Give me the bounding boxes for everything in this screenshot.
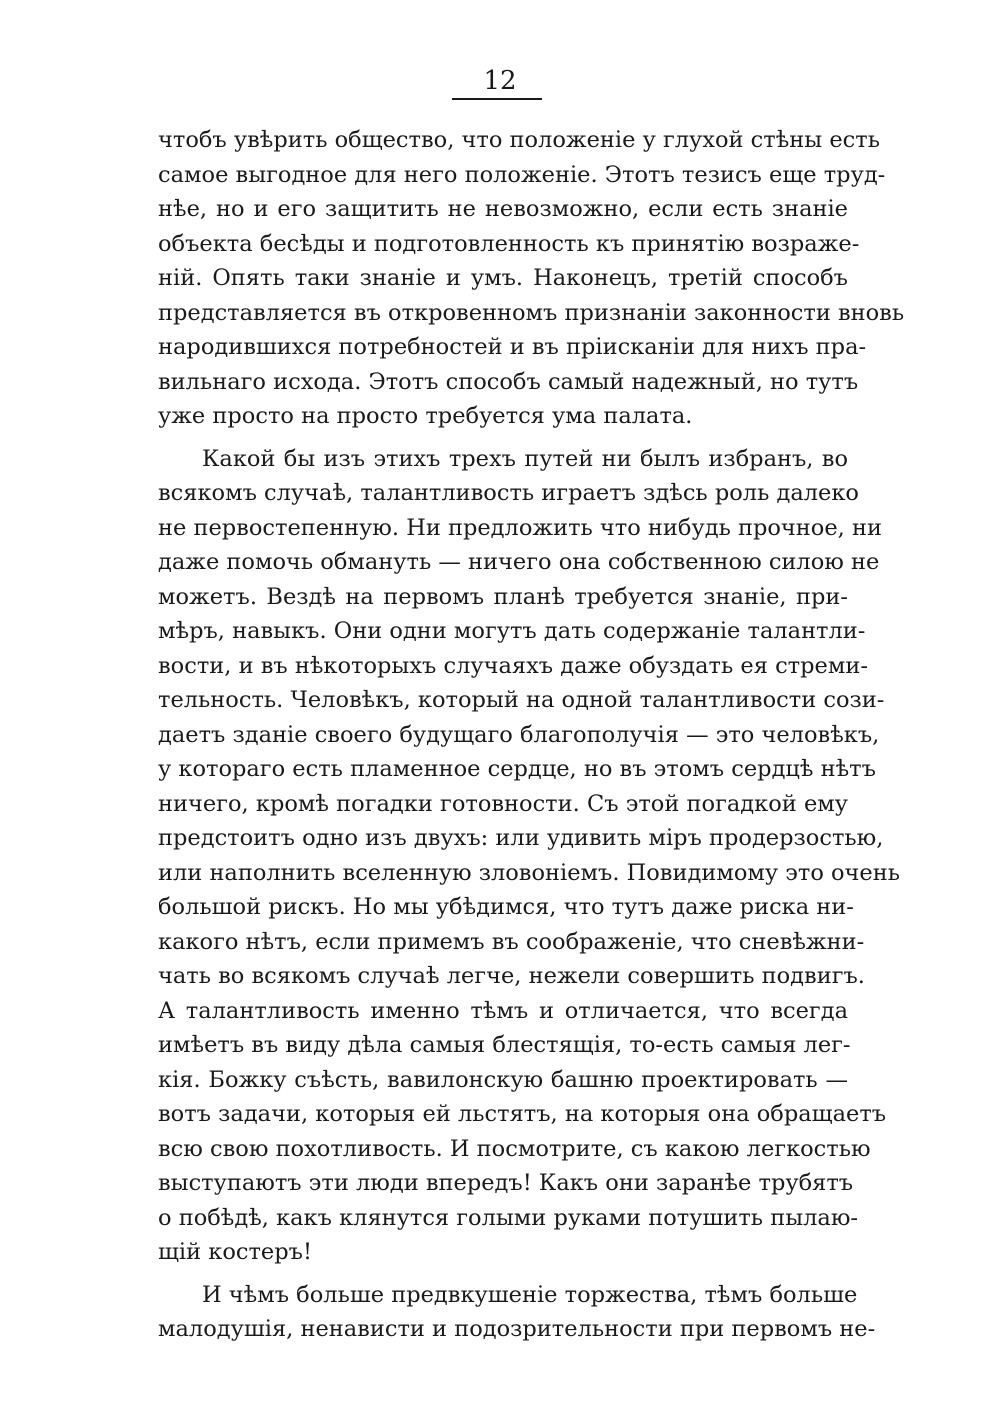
text-line: народившихся потребностей и въ прiисканіи для нихъ пра- — [158, 334, 867, 360]
text-line: вости, и въ нѣкоторыхъ случаяхъ даже обуздать ея стреми- — [158, 652, 868, 679]
text-line: даетъ зданіе своего будущаго благополучія — это человѣкъ, — [158, 721, 880, 748]
text-line: объекта бесѣды и подготовленность къ принятію возраже- — [158, 230, 860, 257]
text-line: уже просто на просто требуется ума палата. — [158, 403, 693, 429]
text-line: предстоитъ одно изъ двухъ: или удивить міръ продерзостью, — [158, 825, 884, 851]
text-line: вильнаго исхода. Этотъ способъ самый надежный, но тутъ — [158, 368, 859, 395]
text-line: не первостепенную. Ни предложить что нибудь прочное, ни — [158, 514, 882, 541]
text-line: даже помочь обмануть — ничего она собственною силою не — [158, 549, 880, 575]
text-line: выступаютъ эти люди впередъ! Какъ они заранѣе трубятъ — [158, 1170, 854, 1196]
paragraph — [158, 123, 905, 434]
text-line: всякомъ случаѣ, талантливость играетъ здѣсь роль далеко — [158, 480, 859, 506]
paragraph-gap — [158, 1270, 848, 1278]
text-line: кія. Божку съѣсть, вавилонскую башню проектировать — — [158, 1066, 848, 1093]
body-text — [158, 123, 905, 1347]
text-line: какого нѣтъ, если примемъ въ соображеніе, что сневѣжни- — [158, 928, 865, 955]
page-number: 12 — [483, 66, 517, 96]
text-line: самое выгодное для него положеніе. Этотъ тезисъ еще труд- — [158, 161, 886, 188]
text-line: вотъ задачи, которыя ей льстятъ, на которыя она обращаетъ — [158, 1101, 887, 1127]
text-line: нѣе, но и его защитить не невозможно, если есть знаніе — [158, 196, 848, 222]
header-rule — [452, 98, 542, 100]
text-line: о побѣдѣ, какъ клянутся голыми руками потушить пылаю- — [158, 1204, 859, 1231]
text-line: И чѣмъ больше предвкушеніе торжества, тѣмъ больше — [202, 1281, 858, 1308]
text-line: Какой бы изъ этихъ трехъ путей ни былъ избранъ, во — [202, 445, 848, 472]
text-line: щій костеръ! — [158, 1239, 312, 1265]
text-line: ничего, кромѣ погадки готовности. Съ этой погадкой ему — [158, 790, 848, 817]
text-line: чать во всякомъ случаѣ легче, нежели совершить подвигъ. — [158, 963, 865, 989]
paragraph-gap — [158, 434, 848, 442]
text-line: малодушія, ненависти и подозрительности при первомъ не- — [158, 1316, 876, 1342]
text-line: имѣетъ въ виду дѣла самыя блестящія, то-есть самыя лег- — [158, 1032, 851, 1058]
paragraph — [158, 1278, 876, 1347]
text-line: можетъ. Вездѣ на первомъ планѣ требуется знаніе, при- — [158, 583, 848, 610]
text-line: чтобъ увѣрить общество, что положеніе у глухой стѣны есть — [158, 127, 880, 153]
text-line: мѣръ, навыкъ. Они одни могутъ дать содержаніе талантли- — [158, 618, 866, 644]
text-line: или наполнить вселенную зловоніемъ. Повидимому это очень — [158, 859, 900, 886]
text-line: ній. Опять таки знаніе и умъ. Наконецъ, третій способъ — [158, 265, 848, 291]
paragraph — [158, 442, 900, 1270]
text-line: тельность. Человѣкъ, который на одной талантливости сози- — [158, 687, 885, 713]
text-line: представляется въ откровенномъ признаніи законности вновь — [158, 299, 905, 326]
text-line: у котораго есть пламенное сердце, но въ этомъ сердцѣ нѣтъ — [158, 756, 876, 782]
text-line: А талантливость именно тѣмъ и отличается, что всегда — [158, 997, 848, 1024]
text-line: всю свою похотливость. И посмотрите, съ какою легкостью — [158, 1135, 871, 1162]
text-line: большой рискъ. Но мы убѣдимся, что тутъ даже риска ни- — [158, 894, 854, 920]
